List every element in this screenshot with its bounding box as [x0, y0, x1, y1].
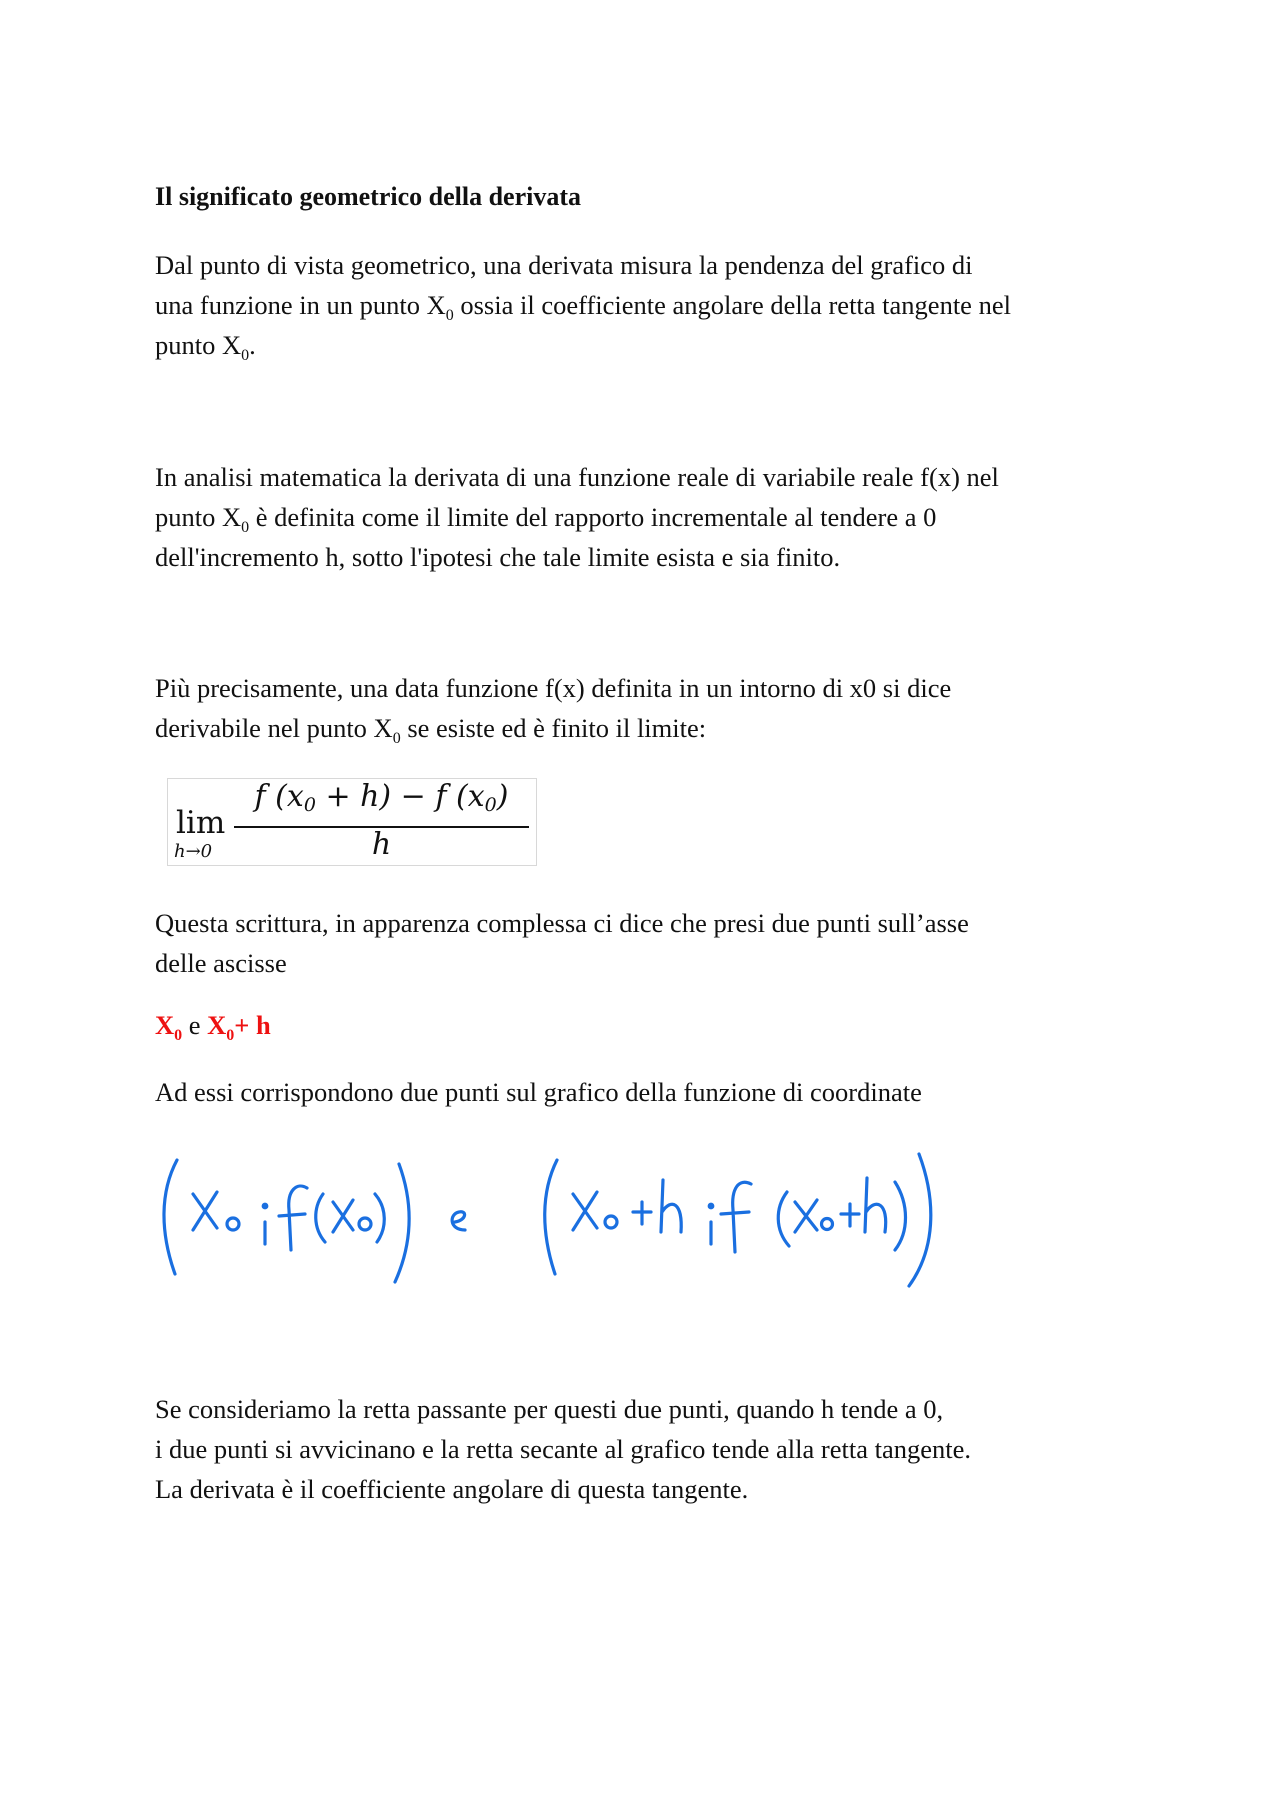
paragraph-line — [155, 325, 1011, 365]
subscript: 0 — [241, 347, 250, 364]
paragraph-precise-definition — [155, 668, 951, 748]
text-run: punto X — [155, 330, 242, 360]
paragraph-line: i due punti si avvicinano e la retta secante al grafico tende alla retta tangente. — [155, 1434, 971, 1464]
subscript: 0 — [174, 1027, 183, 1044]
paragraph-line: Questa scrittura, in apparenza complessa ci dice che presi due punti sull’asse — [155, 908, 969, 938]
conjunction: e — [182, 1010, 208, 1040]
formula-text: + h) − f (x — [315, 779, 485, 814]
subscript: 0 — [241, 519, 250, 536]
formula-text: ) — [496, 779, 509, 814]
formula-lim: lim — [176, 805, 226, 841]
subscript: 0 — [392, 730, 401, 747]
formula-subscript: 0 — [303, 794, 316, 816]
text-run: X — [155, 1010, 175, 1040]
text-run: + h — [234, 1010, 271, 1040]
paragraph-conclusion — [155, 1389, 971, 1509]
subscript: 0 — [226, 1027, 235, 1044]
paragraph-line: Se consideriamo la retta passante per questi due punti, quando h tende a 0, — [155, 1394, 944, 1424]
text-run: ossia il coefficiente angolare della retta tangente nel — [453, 290, 1011, 320]
paragraph-line: Dal punto di vista geometrico, una derivata misura la pendenza del grafico di — [155, 250, 973, 280]
limit-formula — [167, 778, 537, 866]
subscript: 0 — [445, 307, 454, 324]
paragraph-line — [155, 497, 999, 537]
formula-denominator: h — [371, 827, 392, 862]
text-run: . — [249, 330, 256, 360]
paragraph-line: Ad essi corrispondono due punti sul grafico della funzione di coordinate — [155, 1077, 922, 1107]
paragraph-line — [155, 285, 1011, 325]
handwritten-coordinates-image — [155, 1132, 995, 1292]
text-run: se esiste ed è finito il limite: — [400, 713, 707, 743]
formula-lim-subscript: h→0 — [174, 841, 213, 862]
formula-numerator — [234, 779, 529, 816]
paragraph-line: In analisi matematica la derivata di una funzione reale di variabile reale f(x) nel — [155, 462, 999, 492]
paragraph-definition — [155, 457, 999, 577]
paragraph-line: La derivata è il coefficiente angolare di questa tangente. — [155, 1474, 749, 1504]
paragraph-line — [155, 708, 951, 748]
handwritten-coordinates — [155, 1132, 995, 1292]
formula-text: f (x — [254, 779, 304, 814]
text-run: punto X — [155, 502, 242, 532]
document-title: Il significato geometrico della derivata — [155, 182, 582, 211]
paragraph-line: dell'incremento h, sotto l'ipotesi che tale limite esista e sia finito. — [155, 542, 841, 572]
point-x0 — [155, 1010, 183, 1044]
paragraph-geometric-meaning — [155, 245, 1011, 365]
paragraph-line: delle ascisse — [155, 948, 287, 978]
point-x0-plus-h — [207, 1010, 271, 1044]
paragraph-line: Più precisamente, una data funzione f(x) definita in un intorno di x0 si dice — [155, 673, 952, 703]
text-run: una funzione in un punto X — [155, 290, 446, 320]
text-run: è definita come il limite del rapporto incrementale al tendere a 0 — [249, 502, 937, 532]
text-run: derivabile nel punto X — [155, 713, 393, 743]
paragraph-coordinates — [155, 1072, 922, 1112]
paragraph-explanation — [155, 903, 969, 983]
text-run: X — [207, 1010, 227, 1040]
formula-subscript: 0 — [484, 794, 497, 816]
points-on-axis — [155, 1005, 271, 1045]
